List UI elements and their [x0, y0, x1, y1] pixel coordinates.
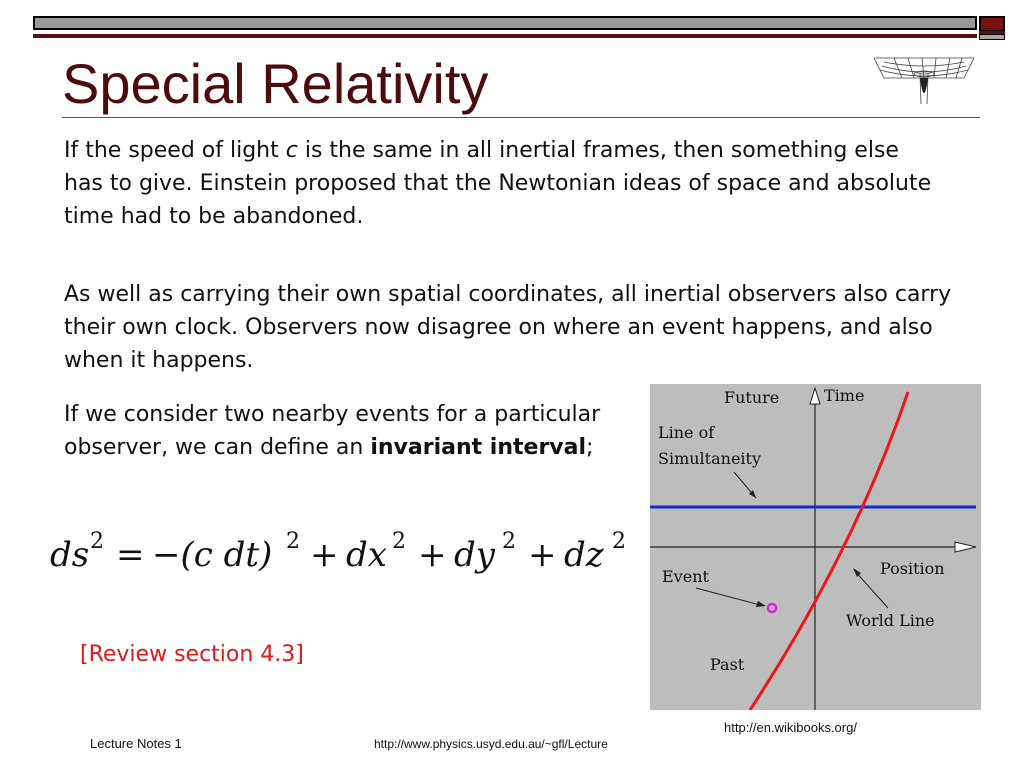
label-past: Past: [710, 655, 745, 674]
text-run: ;: [586, 435, 594, 460]
text-run: is the same in all inertial frames, then something else has to give. Einstein proposed that the Newtonian ideas of space and absolute time had to be abandoned.: [64, 138, 932, 229]
eq-equals: =: [116, 535, 145, 575]
world-line: [750, 392, 908, 710]
top-accent-line: [33, 34, 977, 38]
eq-dy: dy: [454, 535, 495, 575]
corner-square-small: [979, 34, 1005, 40]
label-event: Event: [662, 567, 709, 586]
paragraph-observers: As well as carrying their own spatial coordinates, all inertial observers also carry their own clock. Observers now disagree on where an event happens, and also when it happens.: [64, 282, 952, 373]
eq-plus: +: [310, 535, 339, 575]
spacetime-funnel-icon: [872, 44, 976, 110]
text-run: If the speed of light: [64, 138, 286, 163]
variable-c: c: [285, 138, 298, 163]
position-arrow-icon: [955, 542, 976, 552]
label-time: Time: [824, 386, 865, 405]
paragraph-invariant-interval: [64, 398, 634, 464]
invariant-interval-equation: [46, 520, 646, 580]
pointer-line: [696, 588, 764, 606]
text-run: If we consider two nearby events for a particular observer, we can define an: [64, 402, 601, 460]
paragraph-speed-of-light: [64, 134, 944, 233]
eq-ds: ds: [50, 535, 90, 575]
spacetime-diagram: [650, 384, 981, 710]
label-line-of: Line of: [658, 423, 715, 442]
corner-square: [979, 16, 1005, 32]
eq-exp: 2: [612, 529, 626, 554]
eq-exp: 2: [286, 529, 300, 554]
footer-lecture-notes: Lecture Notes 1: [90, 736, 182, 751]
review-section-link[interactable]: [Review section 4.3]: [80, 642, 304, 667]
title-divider: [62, 117, 980, 118]
eq-cdt: −(c dt): [152, 535, 273, 575]
arrowhead-icon: [853, 568, 861, 577]
time-arrow-icon: [810, 388, 820, 404]
eq-exp: 2: [502, 529, 516, 554]
eq-plus: +: [528, 535, 557, 575]
label-position: Position: [880, 559, 945, 578]
image-source-link[interactable]: http://en.wikibooks.org/: [724, 720, 857, 735]
bold-term: invariant interval: [370, 435, 587, 460]
label-world-line: World Line: [846, 611, 935, 630]
eq-plus: +: [418, 535, 447, 575]
label-simultaneity: Simultaneity: [658, 449, 761, 468]
arrowhead-icon: [756, 601, 766, 607]
eq-exp: 2: [90, 529, 104, 554]
slide-title: Special Relativity: [62, 52, 489, 115]
footer-url[interactable]: http://www.physics.usyd.edu.au/~gfl/Lecture: [374, 737, 608, 751]
top-decor-bar: [33, 16, 977, 30]
eq-exp: 2: [392, 529, 406, 554]
label-future: Future: [724, 388, 780, 407]
eq-dx: dx: [346, 535, 387, 575]
event-marker: [768, 604, 776, 612]
eq-dz: dz: [564, 535, 604, 575]
